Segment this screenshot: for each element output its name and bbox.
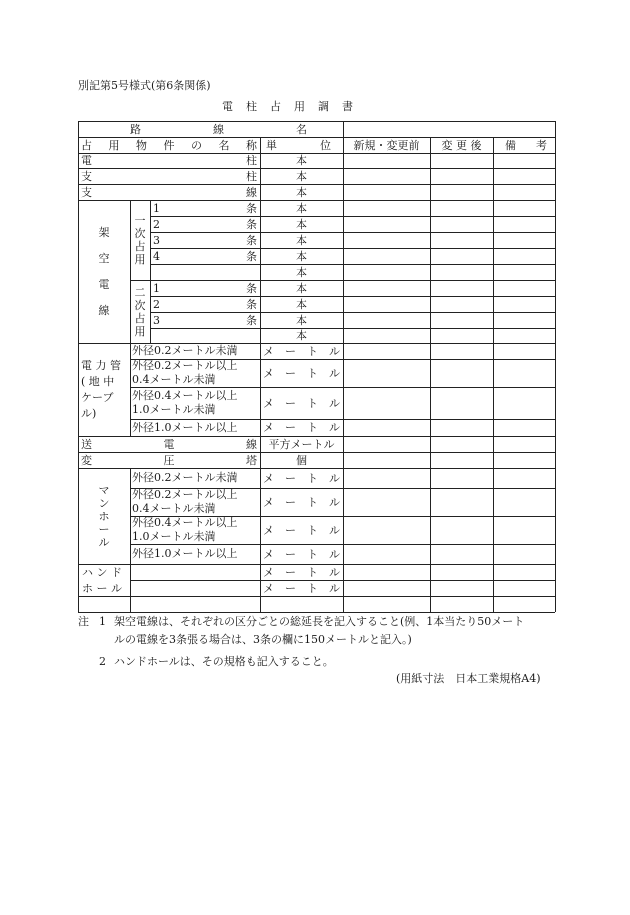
row-simple-2-name-char: 支 bbox=[81, 185, 92, 199]
primary-row-1-unit bbox=[260, 216, 343, 232]
overhead-wire-label: 架 空 電 線 bbox=[98, 226, 110, 317]
handhole-row-1-unit-char: ト bbox=[307, 581, 318, 595]
transmission-line-name bbox=[78, 436, 260, 452]
column-rule bbox=[260, 137, 261, 612]
document-title: 電 柱 占 用 調 書 bbox=[222, 100, 354, 113]
table-right-border bbox=[555, 121, 556, 612]
manhole-row-3-size bbox=[130, 544, 260, 564]
handhole-label-2-char: ー bbox=[96, 581, 108, 595]
primary-row-3-unit-text: 本 bbox=[296, 249, 307, 263]
handhole-label-2 bbox=[78, 580, 130, 596]
primary-row-3-unit bbox=[260, 248, 343, 264]
header-item-name-char: 名 bbox=[218, 138, 230, 152]
column-rule bbox=[130, 200, 131, 436]
manhole-row-0-unit-char: ト bbox=[307, 471, 318, 485]
row-simple-0-name bbox=[78, 153, 260, 168]
row-simple-0-unit-text: 本 bbox=[296, 154, 307, 167]
table-top-border bbox=[78, 121, 555, 122]
manhole-row-3-unit bbox=[260, 544, 343, 564]
secondary-row-0-count: 条 bbox=[246, 281, 257, 295]
row-simple-2-unit bbox=[260, 184, 343, 200]
row-rule bbox=[130, 419, 555, 420]
handhole-label-1-char: ハ bbox=[82, 565, 93, 579]
row-rule bbox=[130, 544, 555, 545]
header-remarks-char: 考 bbox=[536, 138, 547, 152]
header-item-name-char: 占 bbox=[81, 138, 92, 152]
manhole-row-3-unit-char: メ bbox=[263, 547, 274, 561]
secondary-row-3 bbox=[150, 328, 260, 343]
power-pipe-row-0-unit-char: ル bbox=[329, 344, 340, 358]
primary-row-3 bbox=[150, 248, 260, 264]
manhole-row-1-unit-char: ー bbox=[285, 495, 296, 509]
row-rule bbox=[78, 343, 555, 344]
row-rule bbox=[130, 280, 555, 281]
secondary-row-2-unit bbox=[260, 312, 343, 328]
primary-row-1-count: 条 bbox=[246, 217, 257, 231]
row-simple-1-name bbox=[78, 168, 260, 184]
manhole-row-2-unit-char: ト bbox=[307, 523, 318, 537]
power-pipe-row-1-unit-char: ー bbox=[285, 366, 296, 380]
header-item-name-char: 用 bbox=[108, 138, 120, 152]
column-rule bbox=[343, 121, 344, 612]
power-pipe-row-1-unit-char: メ bbox=[263, 366, 274, 380]
row-simple-1-unit bbox=[260, 168, 343, 184]
transmission-line-name-char: 電 bbox=[163, 437, 175, 451]
transmission-line-name-char: 送 bbox=[81, 437, 92, 451]
manhole-row-2-size bbox=[130, 516, 260, 544]
power-pipe-row-0-unit bbox=[260, 343, 343, 359]
handhole-row-0-unit-char: メ bbox=[263, 565, 274, 579]
row-rule bbox=[78, 200, 555, 201]
manhole-row-3-unit-char: ー bbox=[285, 547, 296, 561]
row-rule bbox=[150, 232, 555, 233]
manhole-row-2-unit-char: ル bbox=[329, 523, 340, 537]
power-pipe-row-1-unit-char: ル bbox=[329, 366, 340, 380]
row-rule bbox=[78, 168, 555, 169]
transmission-line-unit bbox=[260, 436, 343, 452]
transformer-tower-name-char: 変 bbox=[81, 453, 92, 467]
manhole-label: マ ン ホ ー ル bbox=[98, 483, 110, 549]
row-rule bbox=[150, 264, 555, 265]
manhole-row-3-size-text: 外径1.0メートル以上 bbox=[132, 547, 238, 560]
secondary-row-0-num: 1 bbox=[153, 281, 160, 295]
transformer-tower-name-char: 塔 bbox=[246, 453, 257, 467]
secondary-row-0 bbox=[150, 280, 260, 296]
row-rule bbox=[150, 328, 555, 329]
power-pipe-row-3-unit-char: ル bbox=[329, 421, 340, 434]
header-item-name bbox=[78, 137, 260, 153]
note-2-number: 2 bbox=[99, 655, 106, 668]
power-pipe-row-1-unit-char: ト bbox=[307, 366, 318, 380]
secondary-row-3-unit bbox=[260, 328, 343, 343]
row-rule bbox=[130, 488, 555, 489]
row-rule bbox=[78, 452, 555, 453]
secondary-row-2-count: 条 bbox=[246, 313, 257, 327]
primary-row-4 bbox=[150, 264, 260, 280]
row-simple-0-unit bbox=[260, 153, 343, 168]
row-rule bbox=[78, 436, 555, 437]
header-remarks-char: 備 bbox=[505, 138, 516, 152]
manhole-row-1-unit bbox=[260, 488, 343, 516]
route-name-label bbox=[78, 121, 343, 137]
power-pipe-row-3-size bbox=[130, 419, 260, 436]
power-pipe-row-2-size-text: 外径0.4メートル以上 1.0メートル未満 bbox=[132, 389, 238, 416]
row-simple-2-name bbox=[78, 184, 260, 200]
column-rule bbox=[150, 200, 151, 343]
row-rule bbox=[78, 564, 555, 565]
header-item-name-char: 称 bbox=[246, 138, 257, 152]
header-unit-char: 位 bbox=[320, 138, 331, 152]
power-pipe-row-2-size bbox=[130, 387, 260, 419]
header-after-change bbox=[430, 137, 493, 153]
secondary-row-0-unit bbox=[260, 280, 343, 296]
power-pipe-row-1-size-text: 外径0.2メートル以上 0.4メートル未満 bbox=[132, 359, 238, 386]
manhole-row-1-unit-char: ル bbox=[329, 495, 340, 509]
route-name-char: 名 bbox=[296, 122, 307, 136]
handhole-row-1-unit-char: メ bbox=[263, 581, 274, 595]
power-pipe-row-2-unit-char: ル bbox=[329, 396, 340, 410]
power-pipe-row-0-size bbox=[130, 343, 260, 359]
notes-prefix: 注 bbox=[78, 615, 89, 628]
power-pipe-row-2-unit-char: ト bbox=[307, 396, 318, 410]
note-1-line-2: ルの電線を3条張る場合は、3条の欄に150メートルと記入。) bbox=[114, 633, 412, 646]
power-pipe-row-3-unit bbox=[260, 419, 343, 436]
table-bottom-border bbox=[78, 612, 555, 613]
route-name-char: 路 bbox=[130, 122, 141, 136]
manhole-row-3-unit-char: ト bbox=[307, 547, 318, 561]
row-rule bbox=[150, 312, 555, 313]
power-pipe-row-0-unit-char: ト bbox=[307, 344, 318, 358]
secondary-row-1-unit-text: 本 bbox=[296, 297, 307, 311]
primary-row-2 bbox=[150, 232, 260, 248]
row-rule bbox=[130, 580, 555, 581]
power-pipe-row-3-unit-char: ト bbox=[307, 421, 318, 434]
row-simple-2-unit-text: 本 bbox=[296, 185, 307, 199]
handhole-label-2-char: ホ bbox=[82, 581, 93, 595]
row-rule bbox=[78, 153, 555, 154]
power-pipe-label: 電 力 管 ( 地 中 ケーブ ル) bbox=[81, 358, 121, 420]
power-pipe-row-0-unit-char: ー bbox=[285, 344, 296, 358]
row-rule bbox=[78, 184, 555, 185]
column-rule bbox=[493, 137, 494, 612]
manhole-row-1-size bbox=[130, 488, 260, 516]
power-pipe-row-3-unit-char: ー bbox=[285, 421, 296, 434]
row-rule bbox=[78, 596, 555, 597]
transformer-tower-unit bbox=[260, 452, 343, 468]
power-pipe-row-0-unit-char: メ bbox=[263, 344, 274, 358]
power-pipe-row-1-unit bbox=[260, 359, 343, 387]
column-rule bbox=[430, 137, 431, 612]
paper-size-note: (用紙寸法 日本工業規格A4) bbox=[396, 672, 541, 685]
secondary-row-2 bbox=[150, 312, 260, 328]
header-item-name-char: の bbox=[191, 138, 202, 152]
row-rule bbox=[78, 468, 555, 469]
row-rule bbox=[78, 137, 555, 138]
handhole-row-0-unit-char: ト bbox=[307, 565, 318, 579]
power-pipe-row-1-size bbox=[130, 359, 260, 387]
secondary-row-3-unit-text: 本 bbox=[296, 329, 307, 342]
row-rule bbox=[130, 387, 555, 388]
row-simple-2-name-char: 線 bbox=[246, 185, 257, 199]
primary-row-2-num: 3 bbox=[153, 233, 160, 247]
power-pipe-row-2-unit bbox=[260, 387, 343, 419]
row-rule bbox=[150, 216, 555, 217]
transformer-tower-name-char: 圧 bbox=[163, 453, 175, 467]
transformer-tower-name bbox=[78, 452, 260, 468]
primary-row-1-num: 2 bbox=[153, 217, 160, 231]
secondary-row-0-unit-text: 本 bbox=[296, 281, 307, 295]
manhole-row-0-size bbox=[130, 468, 260, 488]
manhole-row-0-size-text: 外径0.2メートル未満 bbox=[132, 471, 238, 484]
row-simple-1-name-char: 支 bbox=[81, 169, 92, 183]
power-pipe-row-3-size-text: 外径1.0メートル以上 bbox=[132, 420, 238, 434]
handhole-row-0-unit-char: ル bbox=[329, 565, 340, 579]
primary-row-2-count: 条 bbox=[246, 233, 257, 247]
header-item-name-char: 物 bbox=[136, 138, 147, 152]
secondary-row-1 bbox=[150, 296, 260, 312]
manhole-row-1-unit-char: メ bbox=[263, 495, 274, 509]
row-simple-0-name-char: 柱 bbox=[246, 154, 257, 167]
header-item-name-char: 件 bbox=[163, 138, 175, 152]
power-pipe-row-3-unit-char: メ bbox=[263, 421, 274, 434]
column-rule bbox=[130, 468, 131, 612]
note-1-number: 1 bbox=[99, 615, 106, 628]
primary-row-3-num: 4 bbox=[153, 249, 160, 263]
primary-row-1 bbox=[150, 216, 260, 232]
manhole-row-0-unit-char: ー bbox=[285, 471, 296, 485]
manhole-row-1-unit-char: ト bbox=[307, 495, 318, 509]
secondary-row-2-unit-text: 本 bbox=[296, 313, 307, 327]
primary-row-0-unit-text: 本 bbox=[296, 201, 307, 215]
primary-row-0 bbox=[150, 200, 260, 216]
header-remarks bbox=[493, 137, 555, 153]
transformer-tower-unit-text: 個 bbox=[296, 453, 307, 467]
handhole-row-0-unit-char: ー bbox=[285, 565, 296, 579]
manhole-row-0-unit-char: メ bbox=[263, 471, 274, 485]
header-unit-char: 単 bbox=[266, 138, 277, 152]
primary-occupancy-label: 一 次 占 用 bbox=[134, 214, 146, 266]
primary-row-4-unit-text: 本 bbox=[296, 265, 307, 279]
primary-row-4-unit bbox=[260, 264, 343, 280]
secondary-row-1-num: 2 bbox=[153, 297, 160, 311]
primary-row-0-unit bbox=[260, 200, 343, 216]
manhole-row-2-unit bbox=[260, 516, 343, 544]
row-simple-1-name-char: 柱 bbox=[246, 169, 257, 183]
manhole-row-0-unit-char: ル bbox=[329, 471, 340, 485]
manhole-row-1-size-text: 外径0.2メートル以上 0.4メートル未満 bbox=[132, 488, 238, 515]
handhole-row-1-unit-char: ー bbox=[285, 581, 296, 595]
handhole-label-1 bbox=[78, 564, 130, 580]
handhole-label-1-char: ド bbox=[111, 565, 122, 579]
manhole-row-2-unit-char: ー bbox=[285, 523, 296, 537]
primary-row-1-unit-text: 本 bbox=[296, 217, 307, 231]
table-left-border bbox=[78, 121, 79, 612]
note-2-text: ハンドホールは、その規格も記入すること。 bbox=[114, 655, 334, 668]
transmission-line-name-char: 線 bbox=[246, 437, 257, 451]
header-after-change-text: 変 更 後 bbox=[441, 138, 482, 152]
manhole-row-2-size-text: 外径0.4メートル以上 1.0メートル未満 bbox=[132, 516, 238, 543]
secondary-row-2-num: 3 bbox=[153, 313, 160, 327]
handhole-label-1-char: ン bbox=[96, 565, 108, 579]
secondary-occupancy-label: 二 次 占 用 bbox=[134, 285, 146, 338]
route-name-char: 線 bbox=[213, 122, 224, 136]
manhole-row-3-unit-char: ル bbox=[329, 547, 340, 561]
power-pipe-row-0-size-text: 外径0.2メートル未満 bbox=[132, 344, 238, 357]
manhole-row-2-unit-char: メ bbox=[263, 523, 274, 537]
handhole-row-1-unit bbox=[260, 580, 343, 596]
primary-row-0-num: 1 bbox=[153, 201, 160, 215]
power-pipe-row-2-unit-char: メ bbox=[263, 396, 274, 410]
form-number: 別記第5号様式(第6条関係) bbox=[78, 79, 211, 92]
row-rule bbox=[130, 516, 555, 517]
row-simple-0-name-char: 電 bbox=[81, 154, 92, 167]
primary-row-0-count: 条 bbox=[246, 201, 257, 215]
secondary-row-1-unit bbox=[260, 296, 343, 312]
transmission-line-unit-text: 平方メートル bbox=[268, 437, 335, 451]
handhole-row-1-unit-char: ル bbox=[329, 581, 340, 595]
primary-row-3-count: 条 bbox=[246, 249, 257, 263]
secondary-row-1-count: 条 bbox=[246, 297, 257, 311]
handhole-row-0-unit bbox=[260, 564, 343, 580]
row-simple-1-unit-text: 本 bbox=[296, 169, 307, 183]
row-rule bbox=[150, 296, 555, 297]
manhole-row-0-unit bbox=[260, 468, 343, 488]
header-new-change-before bbox=[343, 137, 430, 153]
note-1-line-1: 架空電線は、それぞれの区分ごとの総延長を記入すること(例、1本当たり50メート bbox=[114, 615, 525, 628]
primary-row-2-unit-text: 本 bbox=[296, 233, 307, 247]
header-new-change-before-text: 新規・変更前 bbox=[353, 138, 420, 152]
handhole-label-2-char: ル bbox=[111, 581, 122, 595]
row-rule bbox=[130, 359, 555, 360]
power-pipe-row-2-unit-char: ー bbox=[285, 396, 296, 410]
row-rule bbox=[150, 248, 555, 249]
header-unit bbox=[260, 137, 343, 153]
primary-row-2-unit bbox=[260, 232, 343, 248]
